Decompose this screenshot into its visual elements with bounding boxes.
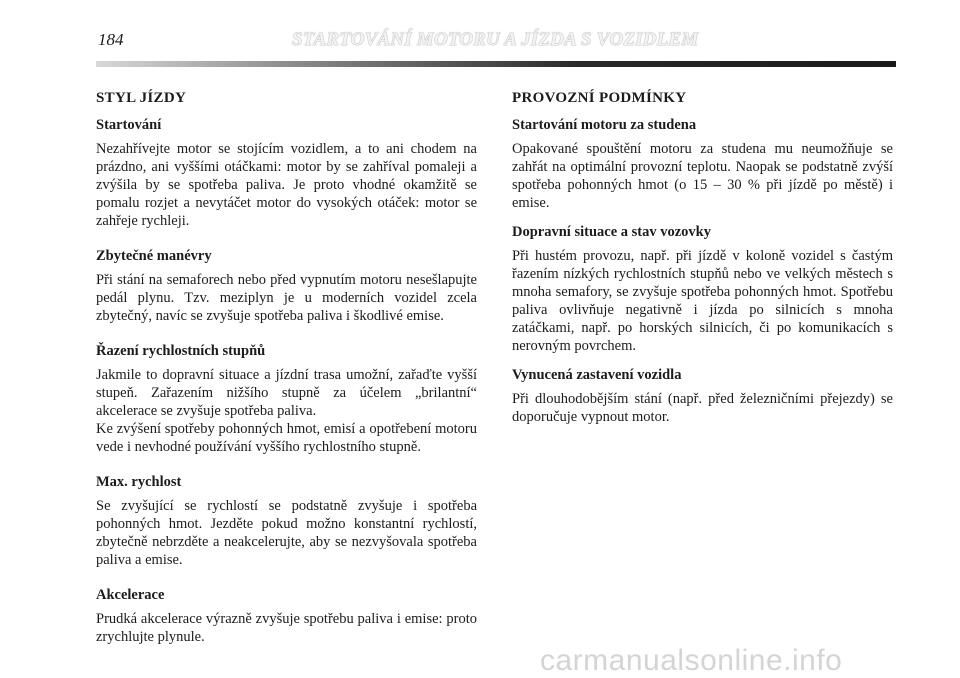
paragraph: Při stání na semaforech nebo před vypnutím motoru nesešlapujte pedál plynu. Tzv. meziplyn je u moderních vozidel zcela zbytečný, navíc se zvyšuje spotřeba paliva i škodlivé emise. (96, 272, 477, 324)
subsection-heading: Dopravní situace a stav vozovky (512, 224, 711, 240)
subsection-heading: Startování motoru za studena (512, 117, 697, 133)
subsection-heading: Akcelerace (96, 587, 165, 603)
paragraph: Jakmile to dopravní situace a jízdní trasa umožní, zařaďte vyšší stupeň. Zařazením nižšího stupně za účelem „brilantní“ akcelerace se zvyšuje spotřeba paliva. (96, 367, 477, 419)
paragraph: Prudká akcelerace výrazně zvyšuje spotřebu paliva i emise: proto zrychlujte plynule. (96, 611, 477, 645)
subsection-heading: Řazení rychlostních stupňů (96, 343, 266, 359)
subsection-start-za-studena (512, 117, 893, 212)
paragraph: Při dlouhodobějším stání (např. před železničními přejezdy) se doporučuje vypnout motor. (512, 391, 893, 425)
subsection-zbytecne-manevry (96, 248, 477, 325)
subsection-razeni (96, 343, 477, 456)
paragraph: Opakované spouštění motoru za studena mu neumožňuje se zahřát na optimální provozní teplotu. Naopak se podstatně zvýší spotřeba pohonných hmot (o 15 – 30 % při jízdě po městě) i emise. (512, 141, 893, 211)
running-title: STARTOVÁNÍ MOTORU A JÍZDA S VOZIDLEM (292, 29, 699, 50)
section-title: PROVOZNÍ PODMÍNKY (512, 90, 687, 106)
subsection-heading: Zbytečné manévry (96, 248, 212, 264)
subsection-vynucena-zastaveni (512, 367, 893, 426)
paragraph: Se zvyšující se rychlostí se podstatně zvyšuje i spotřeba pohonných hmot. Jezděte pokud možno konstantní rychlostí, zbytečně nebrzděte a neakcelerujte, aby se nezvyšovala spotřeba paliva a emise. (96, 498, 477, 568)
paragraph: Nezahřívejte motor se stojícím vozidlem, a to ani chodem na prázdno, ani vyššími otáčkami: motor by se zahříval pomaleji a zvýšila by se spotřeba paliva. Je proto vhodné okamžitě se pomalu rozjet a nevytáčet motor do vysokých otáček: motor se zahřeje rychleji. (96, 141, 477, 229)
section-title: STYL JÍZDY (96, 90, 187, 106)
page-number: 184 (98, 30, 124, 49)
subsection-heading: Vynucená zastavení vozidla (512, 367, 682, 383)
paragraph: Při hustém provozu, např. při jízdě v koloně vozidel s častým řazením nízkých rychlostních stupňů nebo ve velkých městech s mnoha semafory, se zvyšuje spotřeba pohonných hmot. Spotřebu paliva ovlivňuje negativně i jízda po silnicích s mnoha zatáčkami, např. po horských silnicích, či po komunikacích s nerovným povrchem. (512, 248, 893, 354)
subsection-heading: Startování (96, 117, 162, 133)
paragraph: Ke zvýšení spotřeby pohonných hmot, emisí a opotřebení motoru vede i nevhodné používání vyššího rychlostního stupně. (96, 421, 477, 455)
left-column (96, 90, 477, 658)
watermark: carmanualsonline.info (540, 644, 843, 677)
subsection-akcelerace (96, 587, 477, 646)
header-rule (96, 61, 896, 67)
subsection-max-rychlost (96, 474, 477, 569)
subsection-dopravni-situace (512, 224, 893, 355)
subsection-heading: Max. rychlost (96, 474, 182, 490)
right-column (512, 90, 893, 438)
subsection-startovani (96, 117, 477, 230)
